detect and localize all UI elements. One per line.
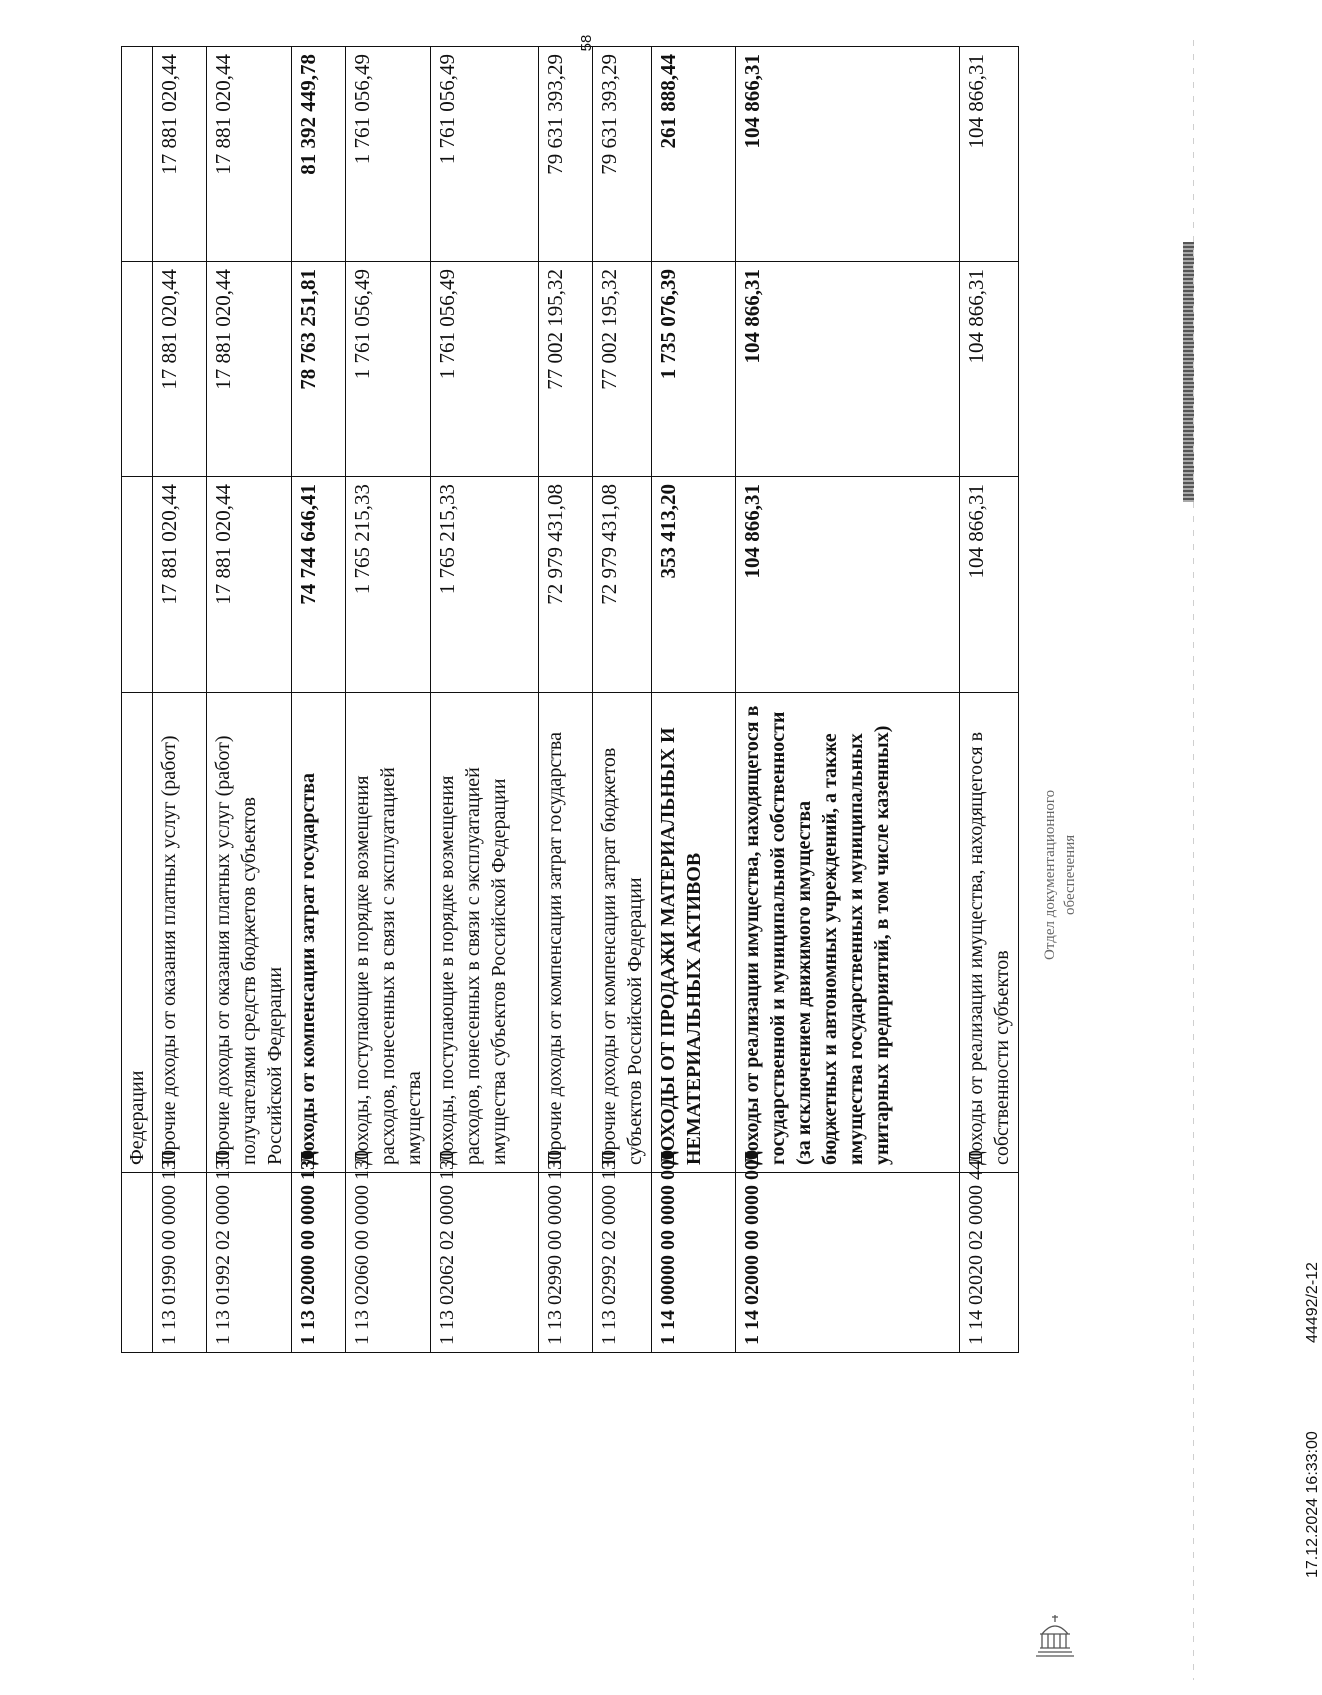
value-cell: 17 881 020,44 bbox=[153, 47, 207, 262]
footer-timestamp: 17.12.2024 16:33:00 bbox=[1304, 1431, 1321, 1578]
code-cell: 1 14 00000 00 0000 000 bbox=[652, 1173, 736, 1353]
name-cell: ДОХОДЫ ОТ ПРОДАЖИ МАТЕРИАЛЬНЫХ И НЕМАТЕРИАЛЬНЫХ АКТИВОВ bbox=[652, 693, 736, 1173]
table-row bbox=[346, 47, 431, 1353]
budget-table bbox=[121, 46, 1019, 1353]
table-row bbox=[736, 47, 960, 1353]
value-cell: 1 735 076,39 bbox=[652, 262, 736, 477]
code-cell: 1 13 01990 00 0000 130 bbox=[153, 1173, 207, 1353]
value-cell: 104 866,31 bbox=[736, 47, 960, 262]
value-cell: 72 979 431,08 bbox=[593, 477, 652, 693]
table-row bbox=[960, 47, 1019, 1353]
table-row bbox=[153, 47, 207, 1353]
value-cell: 17 881 020,44 bbox=[153, 477, 207, 693]
name-cell: Доходы, поступающие в порядке возмещения расходов, понесенных в связи с эксплуатацией имущества субъектов Российской Федерации bbox=[431, 693, 539, 1173]
table-row bbox=[431, 47, 539, 1353]
name-cell: Доходы от реализации имущества, находящегося в собственности субъектов bbox=[960, 693, 1019, 1173]
value-cell: 1 761 056,49 bbox=[346, 262, 431, 477]
value-cell: 104 866,31 bbox=[736, 262, 960, 477]
scan-edge-line bbox=[1193, 40, 1194, 1680]
code-cell: 1 13 02990 00 0000 130 bbox=[539, 1173, 593, 1353]
name-cell: Прочие доходы от оказания платных услуг (работ) получателями средств бюджетов субъектов Российской Федерации bbox=[207, 693, 292, 1173]
table-row bbox=[292, 47, 346, 1353]
code-cell: 1 13 02000 00 0000 130 bbox=[292, 1173, 346, 1353]
name-cell: Прочие доходы от компенсации затрат бюджетов субъектов Российской Федерации bbox=[593, 693, 652, 1173]
name-cell: Прочие доходы от компенсации затрат государства bbox=[539, 693, 593, 1173]
name-cell: Доходы от реализации имущества, находящегося в государственной и муниципальной собственности (за исключением движимого имущества бюджетных и автономных учреждений, а также имущества государственных и муниципальных унитарных предприятий, в том числе казенных) bbox=[736, 693, 960, 1173]
value-cell: 104 866,31 bbox=[960, 47, 1019, 262]
value-cell: 261 888,44 bbox=[652, 47, 736, 262]
code-cell: 1 14 02000 00 0000 000 bbox=[736, 1173, 960, 1353]
value-cell: 81 392 449,78 bbox=[292, 47, 346, 262]
duma-crest-icon bbox=[1028, 1610, 1082, 1664]
table-row bbox=[652, 47, 736, 1353]
name-cell: Федерации bbox=[122, 693, 153, 1173]
value-cell: 78 763 251,81 bbox=[292, 262, 346, 477]
value-cell: 1 765 215,33 bbox=[346, 477, 431, 693]
code-cell bbox=[122, 1173, 153, 1353]
table-row bbox=[122, 47, 153, 1353]
footer-document-number: 44492/2-12 bbox=[1304, 1262, 1321, 1343]
page-number: 58 bbox=[578, 34, 595, 52]
code-cell: 1 13 02062 02 0000 130 bbox=[431, 1173, 539, 1353]
value-cell: 104 866,31 bbox=[736, 477, 960, 693]
name-cell: Доходы от компенсации затрат государства bbox=[292, 693, 346, 1173]
value-cell: 353 413,20 bbox=[652, 477, 736, 693]
value-cell: 77 002 195,32 bbox=[539, 262, 593, 477]
value-cell: 17 881 020,44 bbox=[207, 47, 292, 262]
value-cell: 17 881 020,44 bbox=[207, 477, 292, 693]
value-cell: 17 881 020,44 bbox=[153, 262, 207, 477]
table-row bbox=[593, 47, 652, 1353]
value-cell: 72 979 431,08 bbox=[539, 477, 593, 693]
code-cell: 1 13 02060 00 0000 130 bbox=[346, 1173, 431, 1353]
code-cell: 1 13 02992 02 0000 130 bbox=[593, 1173, 652, 1353]
value-cell: 1 761 056,49 bbox=[346, 47, 431, 262]
stamp-line: обеспечения bbox=[1062, 834, 1079, 915]
value-cell bbox=[122, 47, 153, 262]
stamp-line: Отдел документационного bbox=[1042, 789, 1058, 960]
value-cell: 79 631 393,29 bbox=[539, 47, 593, 262]
name-cell: Доходы, поступающие в порядке возмещения расходов, понесенных в связи с эксплуатацией имущества bbox=[346, 693, 431, 1173]
table-row bbox=[207, 47, 292, 1353]
value-cell: 104 866,31 bbox=[960, 477, 1019, 693]
budget-table-container bbox=[121, 47, 1013, 1353]
code-cell: 1 13 01992 02 0000 130 bbox=[207, 1173, 292, 1353]
department-stamp bbox=[1040, 790, 1081, 960]
name-cell: Прочие доходы от оказания платных услуг (работ) bbox=[153, 693, 207, 1173]
table-row bbox=[539, 47, 593, 1353]
value-cell: 104 866,31 bbox=[960, 262, 1019, 477]
value-cell: 17 881 020,44 bbox=[207, 262, 292, 477]
code-cell: 1 14 02020 02 0000 440 bbox=[960, 1173, 1019, 1353]
value-cell bbox=[122, 477, 153, 693]
value-cell bbox=[122, 262, 153, 477]
value-cell: 1 761 056,49 bbox=[431, 262, 539, 477]
value-cell: 77 002 195,32 bbox=[593, 262, 652, 477]
value-cell: 1 765 215,33 bbox=[431, 477, 539, 693]
value-cell: 79 631 393,29 bbox=[593, 47, 652, 262]
value-cell: 1 761 056,49 bbox=[431, 47, 539, 262]
value-cell: 74 744 646,41 bbox=[292, 477, 346, 693]
